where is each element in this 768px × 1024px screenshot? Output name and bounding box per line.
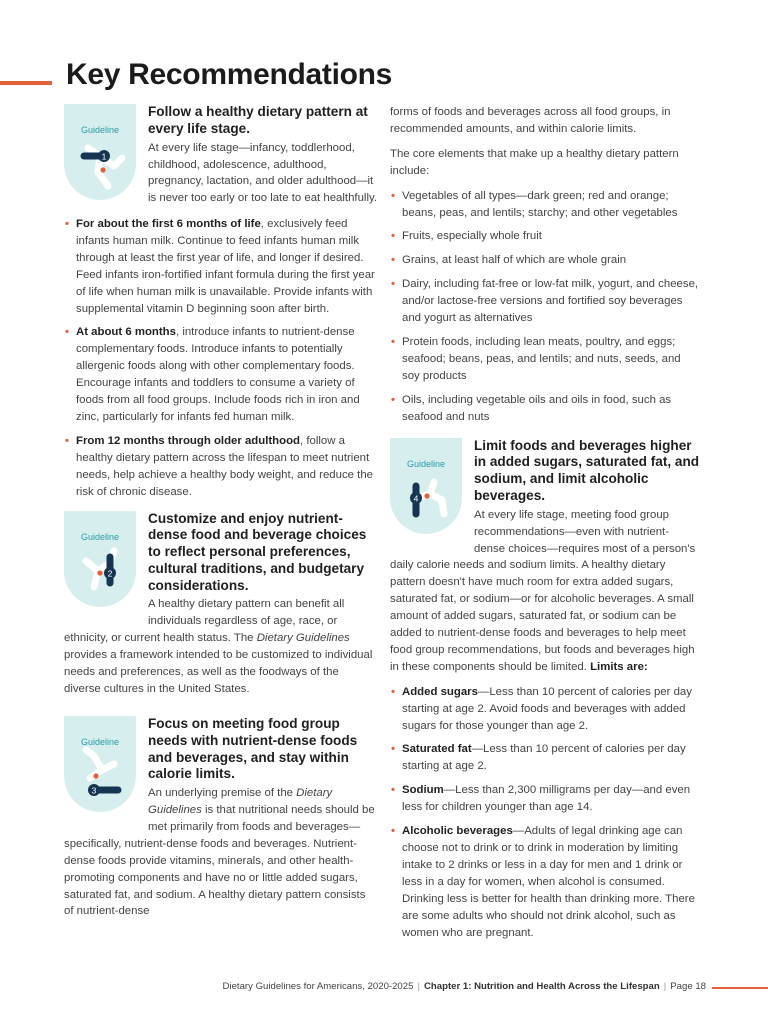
guideline-4-title: Limit foods and beverages higher in added sugars, saturated fat, and sodium, and limit alcoholic beverages. xyxy=(474,437,700,503)
guideline-3-continued: forms of foods and beverages across all food groups, in recommended amounts, and within calorie limits. xyxy=(390,106,671,135)
page-footer xyxy=(223,981,706,992)
list-item: • Protein foods, including lean meats, poultry, and eggs; seafood; beans, peas, and lentils; and nuts, seeds, and soy products xyxy=(390,334,700,385)
guideline-1-title: Follow a healthy dietary pattern at every life stage. xyxy=(148,104,368,136)
svg-text:2: 2 xyxy=(107,568,113,578)
guideline-4-body: At every life stage, meeting food group recommendations—even with nutrient-dense choices—requires most of a person's daily calorie needs and sodium limits. A healthy dietary pattern doesn't have much room for extra added sugars, saturated fat, or sodium—or for alcoholic beverages. A small amount of added sugars, saturated fat, or sodium can be added to nutrient-dense foods and beverages to help meet food group recommendations, but foods and beverages high in these components should be limited. Limits are: xyxy=(390,508,696,673)
left-column xyxy=(64,104,378,920)
guideline-badge-icon xyxy=(64,104,136,204)
guideline-3-label: Guideline xyxy=(80,736,120,747)
guideline-1 xyxy=(64,104,378,501)
guideline-badge-icon xyxy=(390,438,462,538)
footer-separator: | xyxy=(663,981,667,992)
svg-text:1: 1 xyxy=(101,151,107,162)
list-item: • Dairy, including fat-free or low-fat milk, yogurt, and cheese, and/or lactose-free versions and fortified soy beverages and yogurt as alternatives xyxy=(390,276,700,327)
guideline-2-body: A healthy dietary pattern can benefit all individuals regardless of age, race, or ethnicity, or current health status. The Dietary Guidelines provides a framework intended to be customized to individual needs and preferences, as well as the foodways of the diverse cultures in the United States. xyxy=(64,598,373,696)
footer-page-number: Page 18 xyxy=(670,981,706,992)
list-item: • Oils, including vegetable oils and oils in food, such as seafood and nuts xyxy=(390,392,700,426)
title-accent-bar xyxy=(0,81,52,85)
right-column xyxy=(390,104,700,948)
guideline-3-body: An underlying premise of the Dietary Guidelines is that nutritional needs should be met primarily from foods and beverages—specifically, nutrient-dense foods and beverages. Nutrient-dense foods provide vitamins, minerals, and other health-promoting components and have no or little added sugars, saturated fat, and sodium. A healthy dietary pattern consists of nutrient-dense xyxy=(64,787,375,918)
list-item: • At about 6 months, introduce infants to nutrient-dense complementary foods. Introduce infants to potentially allergenic foods along with other complementary foods. Encourage infants and toddlers to consume a variety of foods from all food groups. Include foods rich in iron and zinc, particularly for infants fed human milk. xyxy=(64,324,378,425)
list-item: • Saturated fat—Less than 10 percent of calories per day starting at age 2. xyxy=(390,741,700,775)
list-item: • Sodium—Less than 2,300 milligrams per day—and even less for children younger than age 14. xyxy=(390,782,700,816)
guideline-4-label: Guideline xyxy=(406,458,446,469)
guideline-1-intro: At every life stage—infancy, toddlerhood, childhood, adolescence, adulthood, pregnancy, lactation, and older adulthood—it is never too early or too late to eat healthfully. xyxy=(148,141,377,205)
guideline-3 xyxy=(64,716,378,920)
list-item: • Added sugars—Less than 10 percent of calories per day starting at age 2. Avoid foods and beverages with added sugars for those younger than age 2. xyxy=(390,684,700,735)
guideline-1-badge xyxy=(64,104,142,204)
svg-text:4: 4 xyxy=(413,493,419,503)
list-item: • Grains, at least half of which are whole grain xyxy=(390,252,700,269)
guideline-2 xyxy=(64,511,378,698)
guideline-1-bullets xyxy=(64,216,378,501)
svg-text:3: 3 xyxy=(91,785,97,796)
guideline-3-title: Focus on meeting food group needs with nutrient-dense foods and beverages, and stay within calorie limits. xyxy=(148,715,358,782)
guideline-2-title: Customize and enjoy nutrient-dense food and beverage choices to reflect personal preferences, cultural traditions, and budgetary considerations. xyxy=(148,510,367,593)
guideline-badge-icon xyxy=(64,511,136,611)
guideline-3-badge xyxy=(64,716,142,816)
guideline-badge-icon xyxy=(64,716,136,816)
page-title: Key Recommendations xyxy=(66,58,393,91)
guideline-2-badge xyxy=(64,511,142,611)
footer-separator: | xyxy=(417,981,420,992)
guideline-4-badge xyxy=(390,438,468,538)
core-elements-list xyxy=(390,188,700,426)
guideline-2-label: Guideline xyxy=(80,531,120,542)
guideline-4 xyxy=(390,438,700,942)
list-item: • For about the first 6 months of life, exclusively feed infants human milk. Continue to feed infants human milk through at least the first year of life, and longer if desired. Feed infants iron-fortified infant formula during the first year of life when human milk is unavailable. Provide infants with supplemental vitamin D beginning soon after birth. xyxy=(64,216,378,317)
limits-list xyxy=(390,684,700,942)
footer-document-title: Dietary Guidelines for Americans, 2020-2025 xyxy=(222,981,414,992)
core-elements-intro: The core elements that make up a healthy dietary pattern include: xyxy=(390,147,679,177)
footer-chapter: Chapter 1: Nutrition and Health Across the Lifespan xyxy=(423,981,660,992)
footer-accent-bar xyxy=(712,987,768,989)
guideline-1-label: Guideline xyxy=(80,125,120,135)
list-item: • Fruits, especially whole fruit xyxy=(390,228,700,245)
list-item: • From 12 months through older adulthood, follow a healthy dietary pattern across the lifespan to meet nutrient needs, help achieve a healthy body weight, and reduce the risk of chronic disease. xyxy=(64,433,378,501)
list-item: • Alcoholic beverages—Adults of legal drinking age can choose not to drink or to drink in moderation by limiting intake to 2 drinks or less in a day for men and 1 drink or less in a day for women, when alcohol is consumed. Drinking less is better for health than drinking more. There are some adults who should not drink alcohol, such as women who are pregnant. xyxy=(390,823,700,941)
list-item: • Vegetables of all types—dark green; red and orange; beans, peas, and lentils; starchy; and other vegetables xyxy=(390,188,700,222)
